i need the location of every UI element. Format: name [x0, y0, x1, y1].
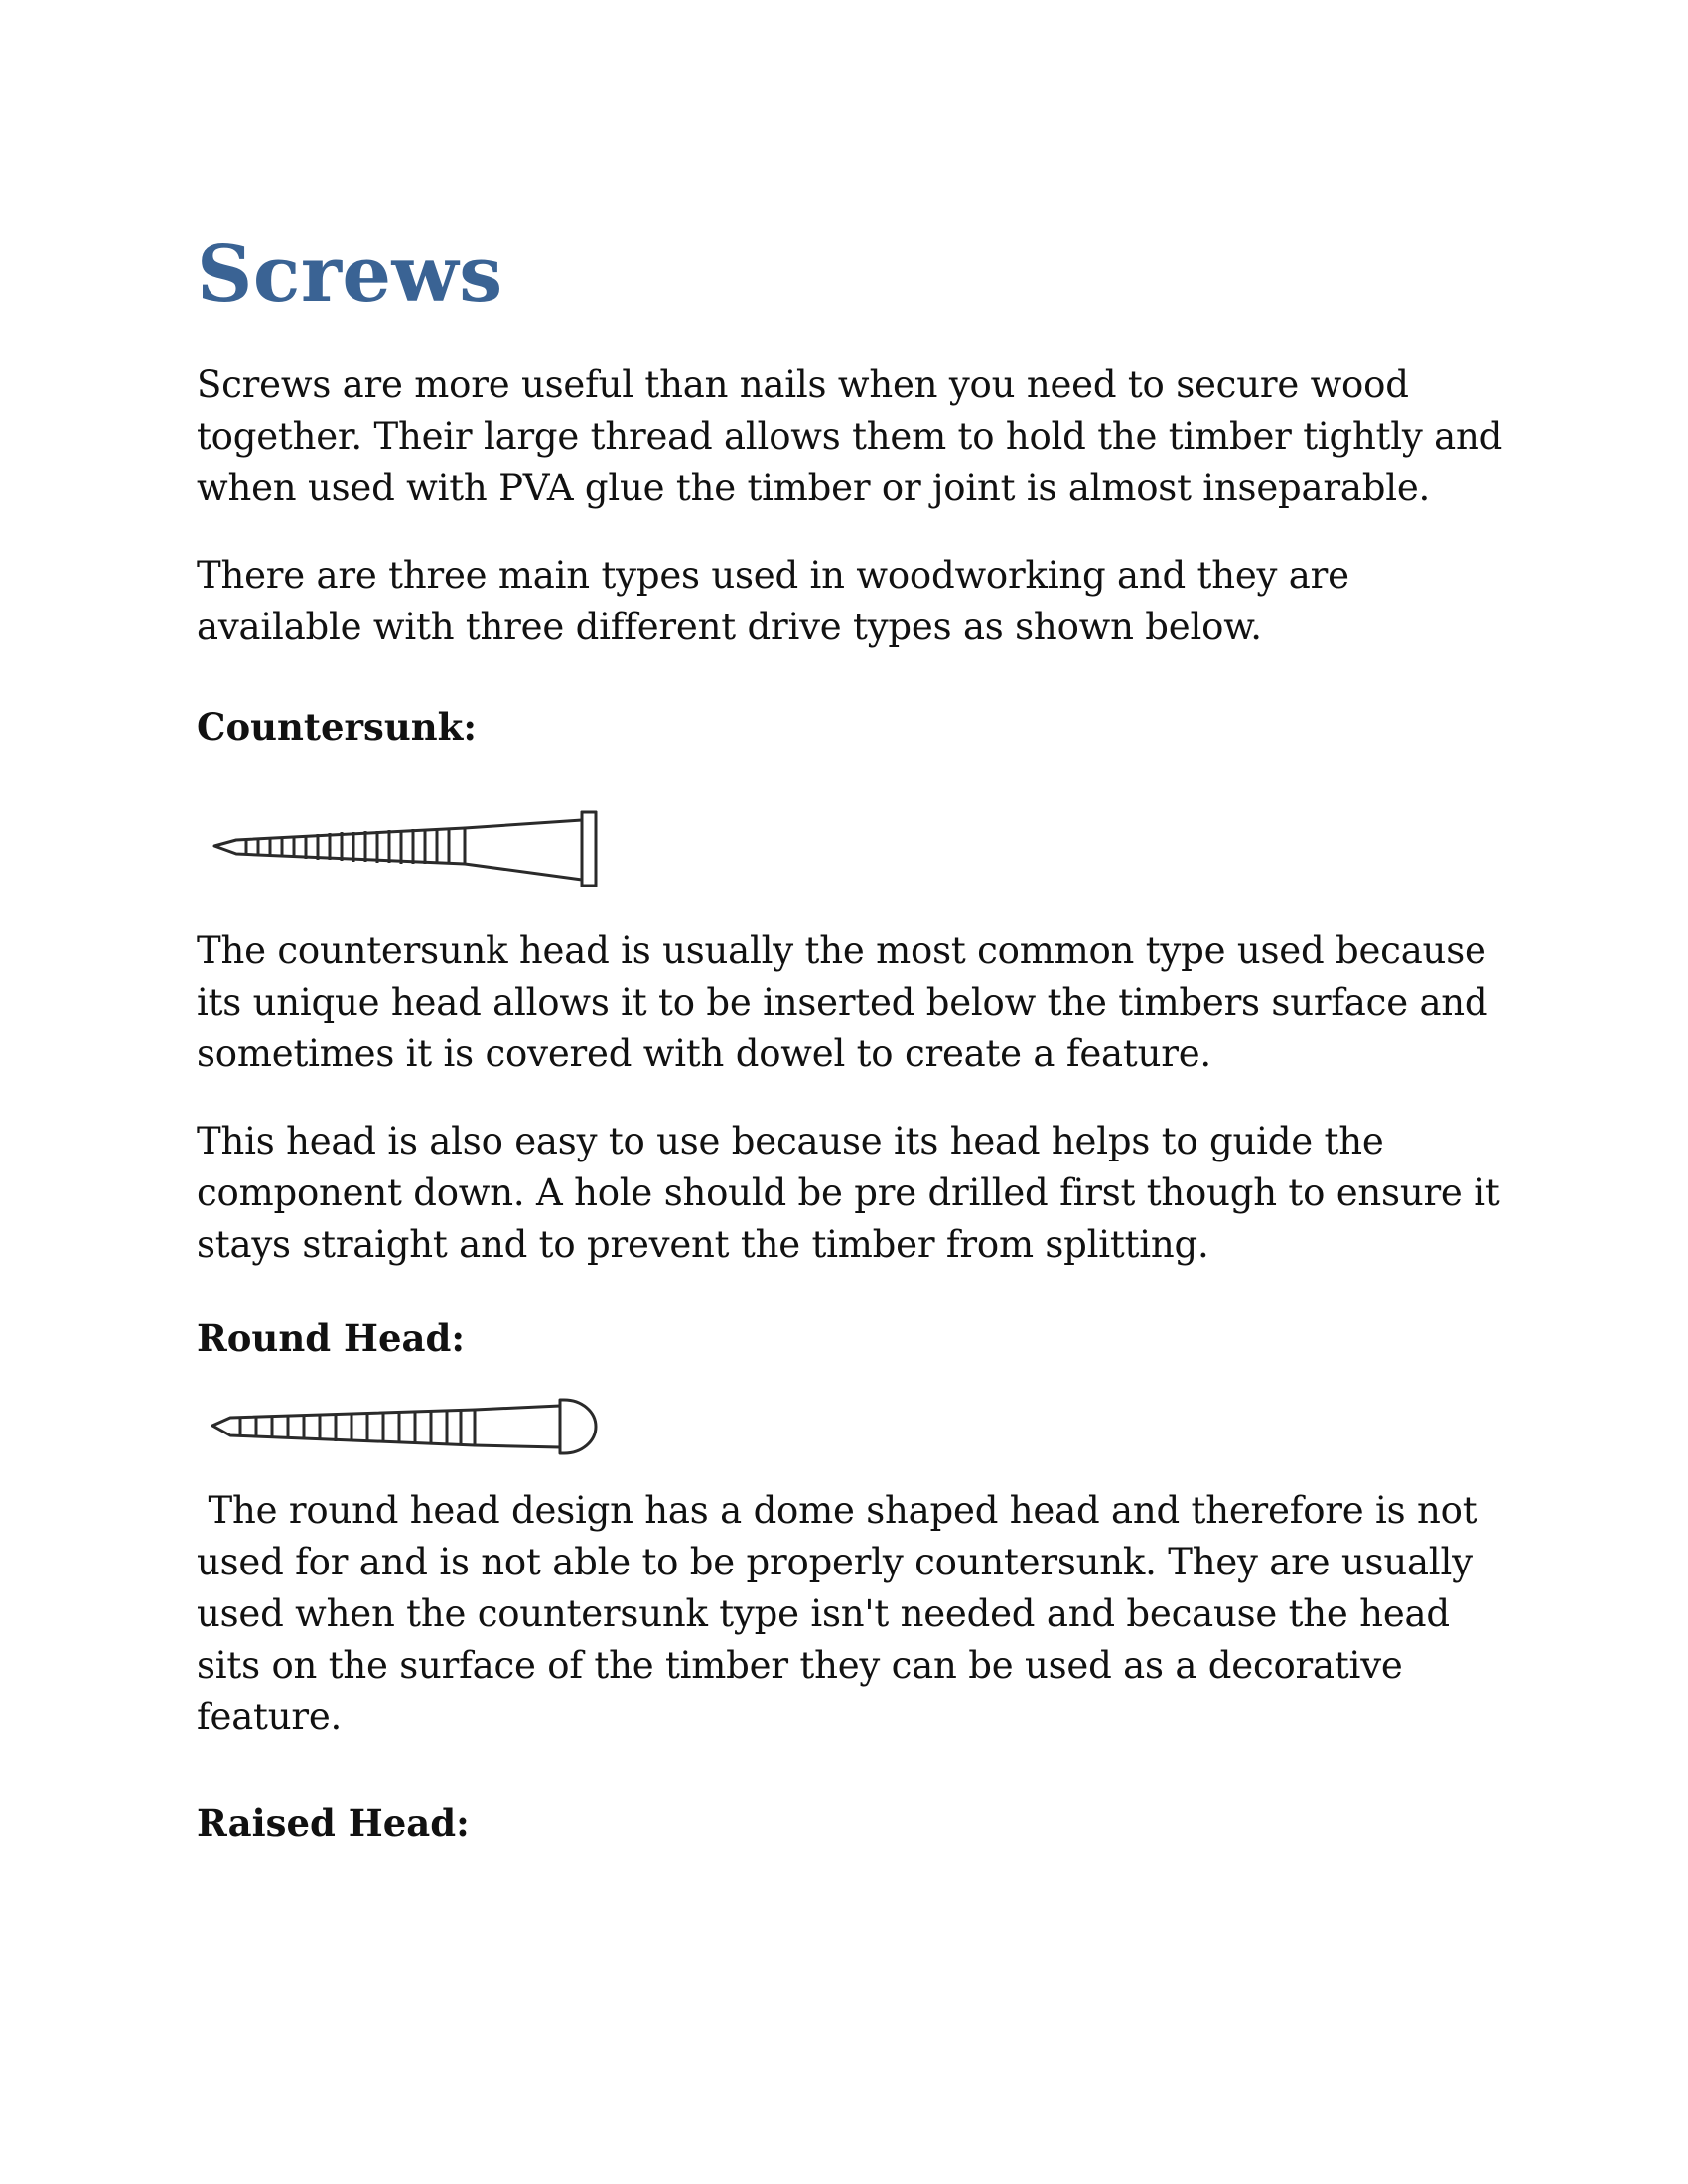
- text-line: used when the countersunk type isn't needed and because the head: [197, 1592, 1450, 1635]
- text-line: together. Their large thread allows them to hold the timber tightly and: [197, 415, 1503, 458]
- text-line: The countersunk head is usually the most common type used because: [197, 929, 1486, 972]
- page-title: Screws: [197, 229, 503, 320]
- countersunk-paragraph-1: [197, 925, 1527, 1080]
- text-line: The round head design has a dome shaped head and therefore is not: [197, 1489, 1477, 1532]
- text-line: sits on the surface of the timber they can be used as a decorative: [197, 1644, 1403, 1687]
- text-line: Screws are more useful than nails when you need to secure wood: [197, 363, 1409, 406]
- round-head-screw-illustration: [207, 1388, 604, 1467]
- text-line: used for and is not able to be properly countersunk. They are usually: [197, 1541, 1473, 1583]
- countersunk-paragraph-2: [197, 1116, 1527, 1271]
- text-line: sometimes it is covered with dowel to create a feature.: [197, 1032, 1211, 1075]
- text-line: available with three different drive types as shown below.: [197, 606, 1262, 648]
- countersunk-screw-illustration: [207, 802, 614, 891]
- round-head-heading: Round Head:: [197, 1316, 465, 1360]
- text-line: There are three main types used in woodworking and they are: [197, 554, 1349, 597]
- text-line: feature.: [197, 1696, 343, 1738]
- text-line: stays straight and to prevent the timber from splitting.: [197, 1223, 1209, 1266]
- intro-paragraph: [197, 359, 1527, 514]
- text-line: its unique head allows it to be inserted below the timbers surface and: [197, 981, 1488, 1024]
- types-intro-paragraph: [197, 550, 1527, 653]
- round-head-paragraph: [197, 1485, 1527, 1743]
- text-line: when used with PVA glue the timber or joint is almost inseparable.: [197, 467, 1431, 509]
- text-line: This head is also easy to use because its head helps to guide the: [197, 1120, 1384, 1162]
- raised-head-heading: Raised Head:: [197, 1801, 470, 1844]
- countersunk-heading: Countersunk:: [197, 705, 477, 749]
- text-line: component down. A hole should be pre drilled first though to ensure it: [197, 1171, 1500, 1214]
